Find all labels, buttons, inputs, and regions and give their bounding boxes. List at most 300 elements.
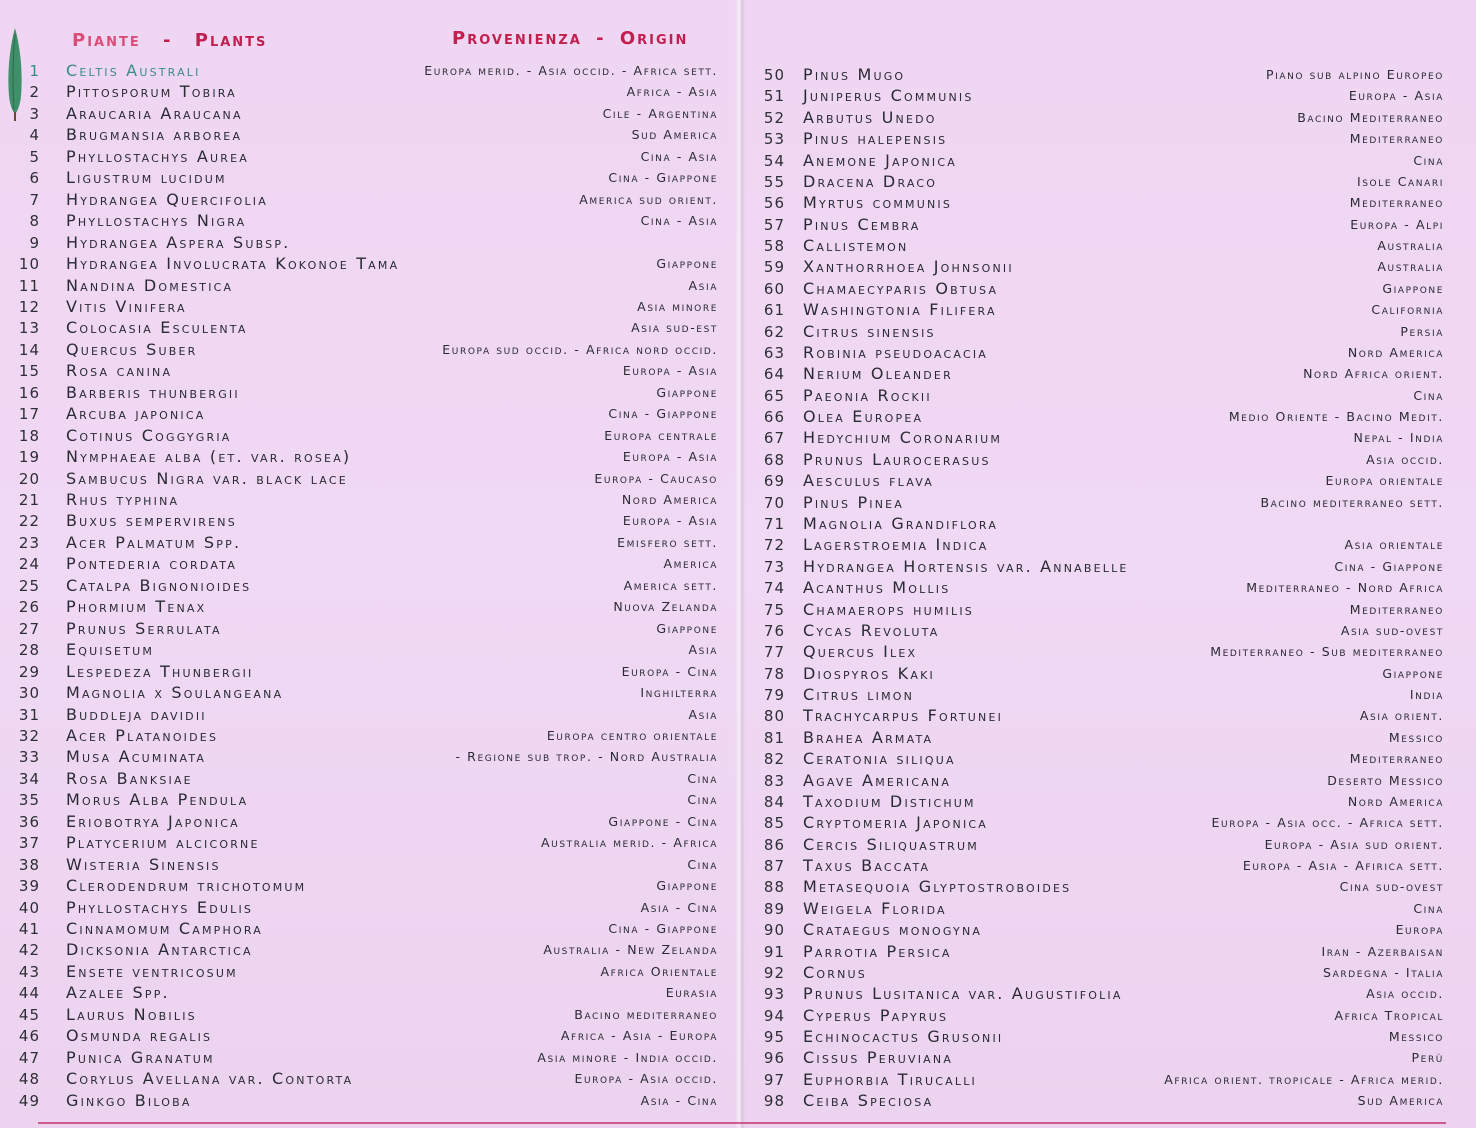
plant-origin: Cina (687, 770, 718, 786)
plant-name: Brugmansia arborea (66, 125, 243, 145)
plant-origin: Europa - Asia (622, 513, 718, 529)
plant-origin: Cina (1413, 900, 1444, 916)
plant-name: Hydrangea Involucrata Kokonoe Tama (66, 254, 400, 274)
plant-origin: Australia (1377, 238, 1444, 254)
plant-origin: Mediterraneo (1349, 195, 1444, 211)
plant-name: Acanthus Mollis (803, 578, 951, 598)
plant-row (0, 575, 730, 597)
plant-row (0, 789, 730, 811)
plant-row (745, 192, 1476, 214)
plant-row (0, 982, 730, 1004)
plant-number: 83 (763, 771, 785, 790)
plant-row (745, 171, 1476, 193)
plant-origin: Cina - Giappone (608, 921, 718, 936)
plant-name: Vitis Vinifera (66, 296, 187, 316)
plant-row (0, 532, 730, 554)
plant-name: Cissus Peruviana (803, 1048, 954, 1068)
plant-number: 11 (18, 276, 40, 295)
plant-row (0, 746, 730, 768)
plant-name: Brahea Armata (803, 727, 934, 747)
plant-number: 8 (29, 212, 40, 231)
plant-row (745, 1090, 1476, 1112)
plant-row (0, 510, 730, 532)
plant-number: 72 (763, 536, 785, 555)
plant-number: 22 (18, 512, 40, 531)
plant-origin: Mediterraneo (1349, 601, 1444, 617)
plant-number: 68 (763, 450, 785, 469)
plant-origin: Australia (1377, 259, 1444, 275)
plant-row (745, 256, 1476, 278)
plant-name: Hydrangea Quercifolia (66, 189, 268, 209)
plant-name: Juniperus Communis (803, 86, 974, 106)
plant-origin: Giappone (656, 620, 718, 636)
plant-name: Magnolia Grandiflora (803, 513, 999, 533)
plant-row (0, 446, 730, 468)
plant-name: Cycas Revoluta (803, 620, 940, 640)
plant-row (0, 1068, 730, 1090)
plant-number: 15 (18, 362, 40, 381)
plant-origin: Eurasia (665, 985, 718, 1001)
plant-number: 52 (763, 108, 785, 127)
plant-row (745, 812, 1476, 834)
plant-name: Acer Palmatum Spp. (66, 532, 242, 552)
plant-number: 82 (763, 750, 785, 769)
plant-name: Cryptomeria Japonica (803, 813, 988, 833)
plant-number: 21 (18, 491, 40, 509)
plant-name: Dicksonia Antarctica (66, 940, 253, 960)
plant-number: 93 (763, 985, 785, 1004)
plant-name: Araucaria Araucana (66, 103, 243, 123)
plant-row (745, 876, 1476, 898)
plant-origin: Europa - Asia occ. - Africa sett. (1211, 815, 1444, 831)
plant-number: 12 (18, 297, 40, 316)
plant-name: Chamaecyparis Obtusa (803, 278, 999, 298)
plant-origin: Europa (1395, 922, 1444, 938)
plant-number: 75 (763, 600, 785, 619)
plant-name: Buddleja davidii (66, 704, 207, 724)
plant-origin: Europa orientale (1325, 473, 1444, 489)
plant-origin: Cina (687, 856, 718, 872)
plant-origin: Cina - Asia (640, 213, 718, 229)
plant-row (0, 60, 730, 82)
plant-origin: - Regione sub trop. - Nord Australia (455, 749, 718, 765)
plant-name: Trachycarpus Fortunei (803, 706, 1004, 726)
plant-origin: Nepal - India (1353, 430, 1444, 446)
plant-number: 5 (29, 147, 40, 166)
plant-name: Anemone Japonica (803, 150, 957, 170)
plant-row (0, 918, 730, 940)
plant-number: 78 (763, 664, 785, 683)
plant-name: Aesculus flava (803, 471, 934, 491)
plant-origin: Persia (1400, 323, 1444, 339)
plant-origin: Bacino mediterraneo sett. (1260, 494, 1444, 510)
plant-row (0, 425, 730, 447)
plant-origin: Asia - Cina (640, 1092, 718, 1108)
plant-number: 50 (763, 66, 785, 84)
plant-origin: Asia sud-est (631, 320, 718, 336)
plant-row (745, 1005, 1476, 1027)
plant-number: 85 (763, 814, 785, 833)
plant-row (0, 661, 730, 683)
plant-origin: Europa sud occid. - Africa nord occid. (442, 341, 718, 357)
plant-name: Clerodendrum trichotomum (66, 876, 307, 896)
plant-row (745, 855, 1476, 877)
right-column (745, 0, 1476, 1128)
plant-number: 18 (18, 426, 40, 445)
plant-row (745, 150, 1476, 172)
plant-number: 74 (763, 579, 785, 598)
plant-row (0, 618, 730, 640)
plant-row (0, 81, 730, 103)
header-dash: - (596, 28, 606, 49)
plant-origin: Iran - Azerbaisan (1321, 943, 1444, 959)
plant-number: 87 (763, 857, 785, 876)
plant-number: 2 (29, 83, 40, 102)
plant-origin: Europa centro orientale (546, 727, 718, 743)
plant-origin: Europa - Cina (621, 663, 718, 679)
plant-row (0, 403, 730, 425)
plant-origin: Australia merid. - Africa (541, 835, 718, 851)
plant-row (0, 1090, 730, 1112)
plant-name: Nandina Domestica (66, 275, 234, 295)
plant-name: Robinia pseudoacacia (803, 342, 988, 362)
plant-origin: Asia orientale (1344, 537, 1444, 553)
plant-name: Barberis thunbergii (66, 382, 240, 402)
plant-name: Pinus Cembra (803, 214, 921, 234)
plant-number: 40 (18, 898, 40, 917)
plant-number: 26 (18, 598, 40, 617)
plant-origin: Asia (688, 642, 718, 658)
plant-number: 25 (18, 576, 40, 595)
plant-number: 7 (29, 190, 40, 209)
plant-row (745, 663, 1476, 685)
plant-origin: Europa - Asia occid. (574, 1071, 718, 1087)
plant-origin: Messico (1388, 729, 1444, 745)
plant-number: 43 (18, 962, 40, 981)
plant-number: 66 (763, 408, 785, 427)
plant-name: Pontederia cordata (66, 554, 238, 574)
plant-row (0, 275, 730, 297)
plant-row (745, 427, 1476, 449)
plant-number: 1 (29, 62, 40, 80)
plant-number: 45 (18, 1005, 40, 1024)
plant-number: 13 (18, 319, 40, 338)
plant-row (0, 939, 730, 961)
plant-name: Cinnamomum Camphora (66, 919, 263, 938)
plant-origin: Africa orient. tropicale - Africa merid. (1164, 1071, 1444, 1087)
plant-row (745, 406, 1476, 428)
plant-name: Buxus sempervirens (66, 511, 237, 531)
plant-row (745, 1026, 1476, 1048)
plant-row (745, 214, 1476, 236)
plant-name: Nymphaeae alba (et. var. rosea) (66, 447, 352, 467)
plant-origin: Europa - Alpi (1350, 216, 1444, 232)
plant-name: Prunus Lusitanica var. Augustifolia (803, 984, 1123, 1004)
plant-origin: Europa merid. - Asia occid. - Africa sett. (424, 63, 718, 78)
plant-row (0, 875, 730, 897)
plant-name: Sambucus Nigra var. black lace (66, 468, 348, 488)
plant-number: 10 (18, 255, 40, 274)
plant-origin: Sud America (631, 127, 718, 143)
plant-number: 80 (763, 707, 785, 726)
plant-number: 86 (763, 835, 785, 854)
plant-origin: Asia (688, 706, 718, 722)
plant-name: Euphorbia Tirucalli (803, 1069, 977, 1089)
plant-number: 58 (763, 237, 785, 256)
plant-number: 31 (18, 705, 40, 724)
plant-name: Myrtus communis (803, 193, 953, 213)
plant-number: 34 (18, 769, 40, 788)
plant-origin: Cina - Asia (640, 148, 718, 164)
plant-row (0, 210, 730, 232)
plant-name: Celtis Australi (66, 61, 201, 80)
plant-name: Corylus Avellana var. Contorta (66, 1069, 354, 1089)
plant-number: 95 (763, 1028, 785, 1047)
plant-name: Magnolia x Soulangeana (66, 683, 284, 703)
plant-name: Pinus halepensis (803, 129, 948, 149)
plant-row (745, 64, 1476, 86)
plant-number: 97 (763, 1070, 785, 1089)
plant-origin: America (663, 556, 718, 572)
plant-name: Paeonia Rockii (803, 385, 932, 405)
plant-name: Ginkgo Biloba (66, 1090, 192, 1110)
plant-number: 44 (18, 984, 40, 1003)
plant-number: 28 (18, 641, 40, 660)
plant-number: 3 (29, 104, 40, 123)
plant-name: Equisetum (66, 640, 155, 660)
plant-origin: Sardegna - Italia (1323, 964, 1444, 980)
plant-row (745, 962, 1476, 984)
plant-row (0, 854, 730, 876)
plant-row (0, 103, 730, 125)
plant-name: Phyllostachys Aurea (66, 146, 249, 166)
plant-row (0, 232, 730, 254)
plant-name: Pinus Pinea (803, 492, 905, 512)
plant-number: 70 (763, 493, 785, 512)
plant-row (0, 489, 730, 511)
plant-origin: Mediterraneo - Nord Africa (1246, 580, 1444, 596)
plant-number: 65 (763, 386, 785, 405)
plant-name: Wisteria Sinensis (66, 854, 221, 874)
plant-origin: Mediterraneo - Sub mediterraneo (1210, 644, 1444, 660)
plant-number: 17 (18, 405, 40, 424)
plant-origin: Sud America (1357, 1093, 1444, 1109)
plant-origin: Giappone (1382, 280, 1444, 296)
plant-name: Cotinus Coggygria (66, 425, 232, 445)
plant-name: Punica Granatum (66, 1047, 215, 1067)
plant-row (0, 832, 730, 854)
plant-row (0, 1047, 730, 1069)
plant-origin: Asia orient. (1359, 708, 1444, 724)
plant-row (745, 898, 1476, 920)
plant-number: 98 (763, 1092, 785, 1111)
plant-row (0, 146, 730, 168)
plant-origin: Europa - Asia - Afirica sett. (1242, 858, 1444, 874)
plant-row (0, 124, 730, 146)
plant-number: 42 (18, 941, 40, 960)
plant-number: 73 (763, 557, 785, 576)
plant-origin: Asia sud-ovest (1340, 622, 1444, 638)
plant-number: 53 (763, 130, 785, 149)
plant-number: 81 (763, 728, 785, 747)
plant-row (0, 339, 730, 361)
plant-row (0, 1025, 730, 1047)
plant-name: Weigela Florida (803, 898, 947, 918)
plant-row (0, 296, 730, 318)
plant-row (745, 513, 1476, 535)
plant-name: Laurus Nobilis (66, 1004, 197, 1024)
plant-name: Cornus (803, 962, 867, 982)
plant-origin: Africa Tropical (1334, 1007, 1444, 1023)
plant-number: 49 (18, 1091, 40, 1110)
plant-number: 92 (763, 963, 785, 982)
plant-row (745, 834, 1476, 856)
plant-name: Dracena Draco (803, 171, 938, 191)
plant-row (745, 705, 1476, 727)
plant-row (745, 983, 1476, 1005)
plant-row (0, 1004, 730, 1026)
plant-row (745, 684, 1476, 706)
plant-number: 90 (763, 921, 785, 940)
plant-name: Hedychium Coronarium (803, 428, 1003, 448)
plant-number: 77 (763, 643, 785, 662)
plant-row (745, 1069, 1476, 1091)
plant-name: Acer Platanoides (66, 725, 219, 745)
plant-row (745, 385, 1476, 407)
plant-number: 84 (763, 792, 785, 811)
plant-origin: Deserto Messico (1327, 772, 1444, 788)
plant-origin: Medio Oriente - Bacino Medit. (1228, 409, 1444, 425)
plant-number: 54 (763, 151, 785, 170)
plant-origin: Cina (1413, 152, 1444, 168)
plant-number: 24 (18, 555, 40, 574)
plant-name: Azalee Spp. (66, 983, 170, 1003)
plant-name: Ceiba Speciosa (803, 1091, 934, 1111)
plant-name: Prunus Serrulata (66, 618, 222, 638)
plant-origin: Isole Canari (1356, 173, 1444, 189)
plant-name: Colocasia Esculenta (66, 318, 248, 338)
plant-origin: Cile - Argentina (602, 105, 718, 121)
plant-row (745, 107, 1476, 129)
plant-number: 56 (763, 194, 785, 213)
plant-name: Platycerium alcicorne (66, 833, 260, 853)
plant-number: 9 (29, 233, 40, 252)
plant-number: 14 (18, 340, 40, 359)
plant-name: Musa Acuminata (66, 747, 207, 767)
plant-origin: America sud orient. (579, 191, 718, 207)
plant-number: 46 (18, 1027, 40, 1046)
plant-row (0, 725, 730, 747)
plant-origin: Emisfero sett. (617, 534, 718, 550)
plant-row (745, 620, 1476, 642)
plant-name: Cyperus Papyrus (803, 1005, 949, 1025)
plant-number: 35 (18, 791, 40, 810)
plant-origin: Africa - Asia - Europa (560, 1028, 718, 1044)
plant-number: 6 (29, 169, 40, 188)
plant-number: 30 (18, 684, 40, 703)
plant-number: 79 (763, 686, 785, 705)
header-provenienza: Provenienza (452, 28, 582, 49)
plant-number: 4 (29, 126, 40, 145)
plant-row (745, 727, 1476, 749)
plant-number: 91 (763, 942, 785, 961)
plant-origin: Asia minore (637, 298, 718, 314)
plant-name: Parrotia Persica (803, 941, 952, 961)
plant-name: Hydrangea Hortensis var. Annabelle (803, 556, 1129, 576)
plant-row (745, 1047, 1476, 1069)
plant-name: Hydrangea Aspera Subsp. (66, 232, 291, 252)
plant-row (0, 682, 730, 704)
header-origin-label: Origin (619, 28, 689, 49)
plant-number: 59 (763, 258, 785, 277)
plant-number: 20 (18, 469, 40, 488)
plant-number: 62 (763, 322, 785, 341)
plant-origin: Europa - Caucaso (594, 470, 718, 486)
plant-name: Rosa Banksiae (66, 768, 193, 788)
plant-row (0, 553, 730, 575)
plant-number: 57 (763, 215, 785, 234)
plant-number: 76 (763, 621, 785, 640)
plant-origin: Europa - Asia (622, 363, 718, 379)
plant-name: Quercus Ilex (803, 642, 918, 662)
plant-row (745, 470, 1476, 492)
plant-number: 71 (763, 514, 785, 533)
header-dash: - (163, 30, 173, 51)
plant-number: 88 (763, 878, 785, 897)
plant-origin: Cina - Giappone (1334, 558, 1444, 574)
plant-name: Taxodium Distichum (803, 791, 976, 811)
plant-origin: Giappone (656, 384, 718, 400)
plant-row (0, 961, 730, 983)
plant-number: 60 (763, 279, 785, 298)
plant-name: Ligustrum lucidum (66, 168, 227, 188)
plant-origin: Nord America (1347, 344, 1444, 360)
plant-origin: Giappone - Cina (608, 813, 718, 829)
plant-origin: Asia minore - India occid. (537, 1049, 718, 1065)
plant-origin: Nord America (1347, 793, 1444, 809)
plant-name: Phormium Tenax (66, 597, 207, 617)
plant-number: 61 (763, 301, 785, 320)
plant-origin: Africa - Asia (626, 84, 718, 100)
plant-number: 89 (763, 899, 785, 918)
plant-origin: Mediterraneo (1349, 131, 1444, 147)
plant-origin: Asia (688, 277, 718, 293)
plant-row (745, 577, 1476, 599)
plant-name: Arcuba japonica (66, 404, 206, 424)
plant-number: 23 (18, 533, 40, 552)
plant-origin: Australia - New Zelanda (543, 942, 718, 958)
plant-origin: Perù (1411, 1050, 1444, 1066)
plant-number: 27 (18, 619, 40, 638)
plant-name: Quercus Suber (66, 339, 198, 359)
plant-row (745, 534, 1476, 556)
plant-number: 37 (18, 834, 40, 853)
plant-name: Olea Europea (803, 407, 924, 427)
plant-row (0, 768, 730, 790)
plant-name: Citrus limon (803, 685, 915, 705)
plant-row (745, 128, 1476, 150)
plant-row (745, 449, 1476, 471)
plant-number: 32 (18, 726, 40, 745)
plant-name: Citrus sinensis (803, 321, 936, 341)
plant-row (0, 382, 730, 404)
plant-origin: Europa - Asia (622, 449, 718, 465)
plant-name: Crataegus monogyna (803, 920, 983, 940)
plant-origin: Messico (1388, 1029, 1444, 1045)
plant-number: 63 (763, 343, 785, 362)
plant-origin: Nord Africa orient. (1303, 366, 1444, 382)
plant-name: Morus Alba Pendula (66, 790, 249, 810)
